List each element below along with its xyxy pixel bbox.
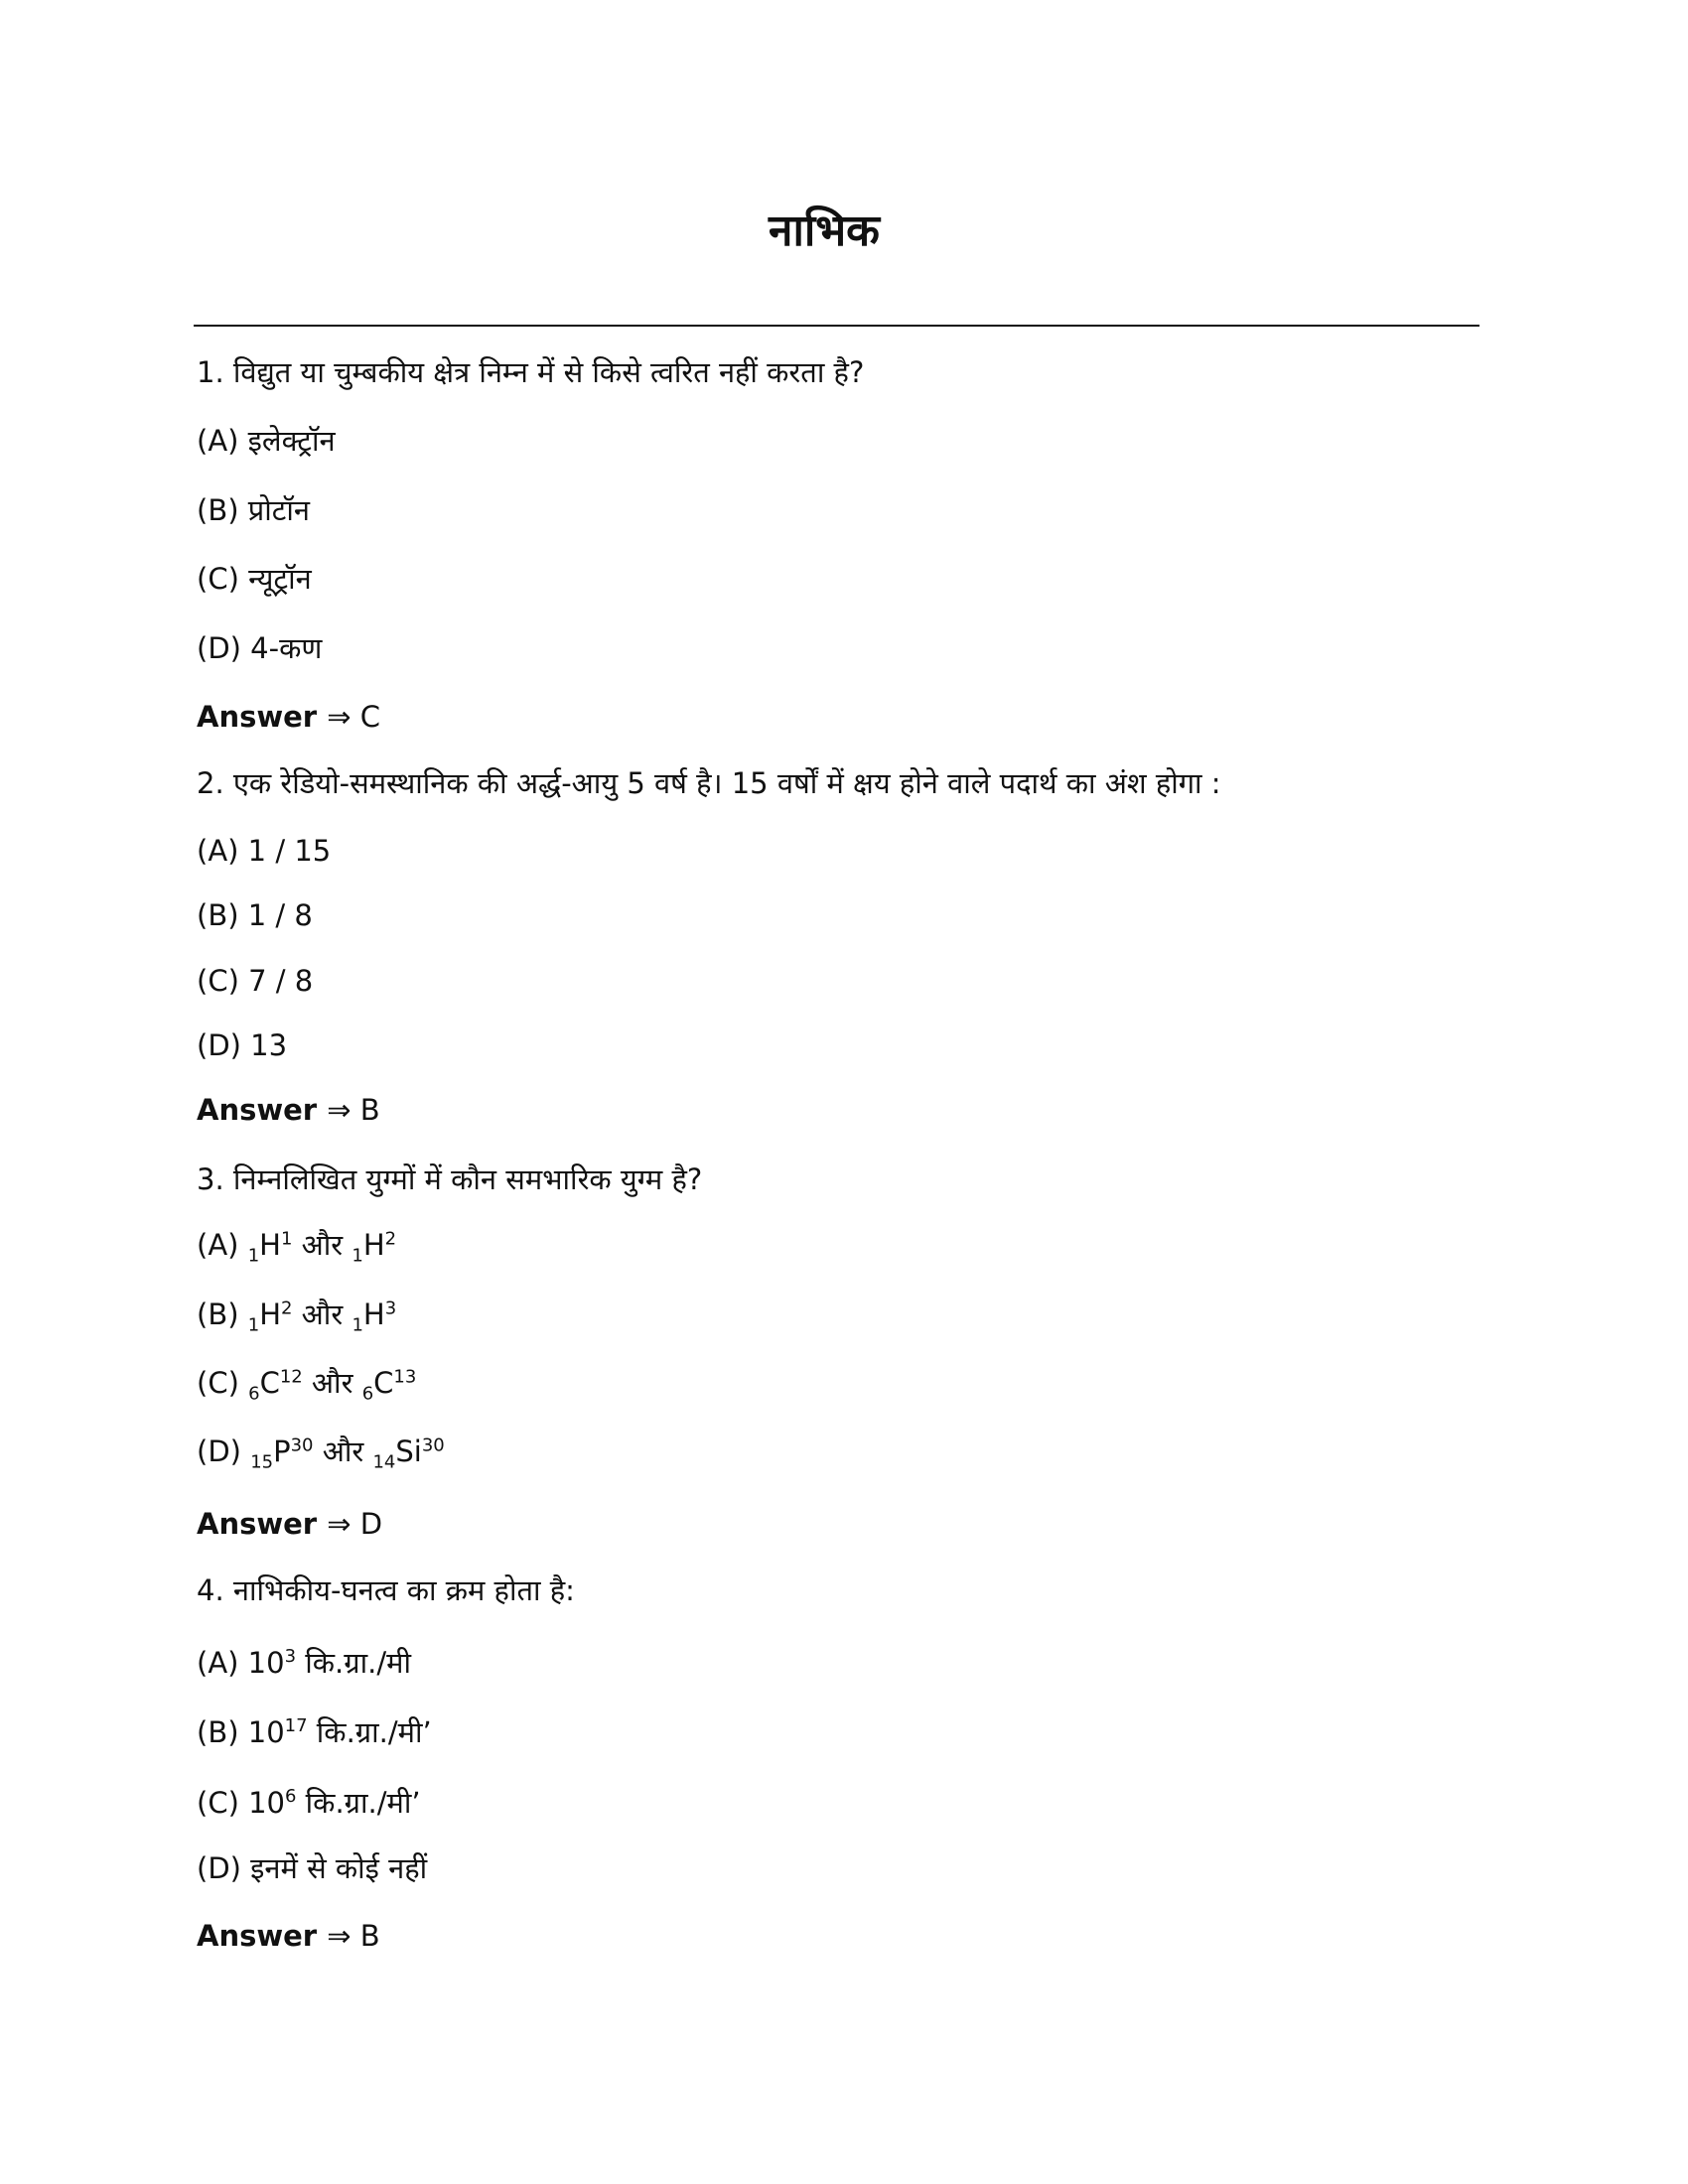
option-text: (B) 10 bbox=[197, 1714, 285, 1749]
option-a bbox=[197, 421, 336, 461]
option-text: (A) 10 bbox=[197, 1645, 285, 1680]
page-title: नाभिक bbox=[769, 205, 880, 256]
option-text: (B) प्रोटॉन bbox=[197, 493, 310, 527]
subscript: 15 bbox=[250, 1451, 274, 1473]
answer-value: D bbox=[359, 1507, 383, 1541]
answer-value: C bbox=[359, 700, 381, 734]
option-text: और bbox=[302, 1365, 362, 1400]
option-d bbox=[197, 1426, 445, 1482]
superscript: 3 bbox=[284, 1646, 297, 1668]
option-b bbox=[197, 1706, 432, 1752]
option-d bbox=[197, 628, 322, 668]
option-text: कि.ग्रा./मी bbox=[296, 1645, 411, 1680]
option-text: और bbox=[313, 1433, 373, 1468]
option-text: (C) 7 / 8 bbox=[197, 964, 314, 998]
option-text: (D) इनमें से कोई नहीं bbox=[197, 1851, 428, 1885]
option-c bbox=[197, 559, 312, 599]
option-text: (B) bbox=[197, 1297, 248, 1331]
implies-arrow-icon: ⇒ bbox=[327, 1093, 360, 1127]
answer-line bbox=[197, 1916, 380, 1956]
title-divider bbox=[194, 325, 1479, 327]
superscript: 30 bbox=[290, 1434, 314, 1456]
option-b bbox=[197, 895, 313, 935]
option-d bbox=[197, 1025, 287, 1065]
superscript: 6 bbox=[285, 1786, 297, 1808]
option-c bbox=[197, 961, 313, 1001]
subscript: 1 bbox=[352, 1314, 363, 1336]
option-text: H bbox=[259, 1227, 281, 1262]
subscript: 1 bbox=[352, 1245, 363, 1267]
superscript: 3 bbox=[384, 1297, 397, 1319]
option-text: H bbox=[362, 1297, 385, 1331]
answer-line bbox=[197, 1504, 382, 1544]
option-b bbox=[197, 1289, 396, 1345]
option-a bbox=[197, 831, 331, 871]
subscript: 1 bbox=[247, 1245, 260, 1267]
option-text: (A) 1 / 15 bbox=[197, 834, 332, 868]
superscript: 30 bbox=[421, 1434, 445, 1456]
option-text: (C) न्यूट्रॉन bbox=[197, 562, 312, 596]
answer-label: Answer bbox=[197, 1919, 318, 1953]
option-text: और bbox=[292, 1227, 352, 1262]
superscript: 12 bbox=[279, 1366, 303, 1388]
option-text: कि.ग्रा./मी’ bbox=[307, 1714, 432, 1749]
implies-arrow-icon: ⇒ bbox=[327, 700, 360, 734]
answer-value: B bbox=[359, 1093, 380, 1127]
subscript: 14 bbox=[372, 1451, 396, 1473]
option-c bbox=[197, 1357, 416, 1414]
option-text: (C) 10 bbox=[197, 1785, 285, 1820]
option-text: C bbox=[373, 1365, 394, 1400]
option-text: (C) bbox=[197, 1365, 249, 1400]
option-text: Si bbox=[395, 1433, 422, 1468]
answer-label: Answer bbox=[197, 700, 318, 734]
superscript: 2 bbox=[281, 1297, 293, 1319]
answer-line bbox=[197, 697, 380, 737]
option-c bbox=[197, 1777, 421, 1823]
option-text: (D) 4-कण bbox=[197, 631, 323, 665]
answer-line bbox=[197, 1090, 380, 1130]
subscript: 1 bbox=[247, 1314, 260, 1336]
answer-label: Answer bbox=[197, 1093, 318, 1127]
subscript: 6 bbox=[361, 1383, 374, 1405]
question-text: 3. निम्नलिखित युग्मों में कौन समभारिक युग्म है? bbox=[197, 1162, 703, 1196]
option-text: P bbox=[273, 1433, 291, 1468]
implies-arrow-icon: ⇒ bbox=[327, 1507, 360, 1541]
option-a bbox=[197, 1637, 411, 1683]
option-text: और bbox=[292, 1297, 352, 1331]
subscript: 6 bbox=[248, 1383, 260, 1405]
option-text: (B) 1 / 8 bbox=[197, 898, 313, 932]
question-text: 2. एक रेडियो-समस्थानिक की अर्द्ध-आयु 5 वर्ष है। 15 वर्षों में क्षय होने वाले पदार्थ का अंश होगा : bbox=[197, 766, 1221, 800]
option-text: H bbox=[259, 1297, 282, 1331]
option-text: C bbox=[259, 1365, 280, 1400]
option-a bbox=[197, 1219, 396, 1276]
superscript: 17 bbox=[284, 1715, 308, 1737]
option-text: (D) 13 bbox=[197, 1028, 288, 1062]
question-text: 1. विद्युत या चुम्बकीय क्षेत्र निम्न में से किसे त्वरित नहीं करता है? bbox=[197, 355, 865, 389]
superscript: 2 bbox=[384, 1228, 397, 1250]
answer-value: B bbox=[359, 1919, 380, 1953]
option-text: H bbox=[362, 1227, 385, 1262]
option-d bbox=[197, 1848, 427, 1888]
option-text: कि.ग्रा./मी’ bbox=[296, 1785, 421, 1820]
answer-label: Answer bbox=[197, 1507, 318, 1541]
option-text: (D) bbox=[197, 1433, 251, 1468]
option-text: (A) bbox=[197, 1227, 248, 1262]
option-text: (A) इलेक्ट्रॉन bbox=[197, 424, 336, 458]
superscript: 13 bbox=[393, 1366, 417, 1388]
question-text: 4. नाभिकीय-घनत्व का क्रम होता है: bbox=[197, 1573, 575, 1607]
implies-arrow-icon: ⇒ bbox=[327, 1919, 360, 1953]
superscript: 1 bbox=[280, 1228, 293, 1250]
option-b bbox=[197, 490, 310, 530]
